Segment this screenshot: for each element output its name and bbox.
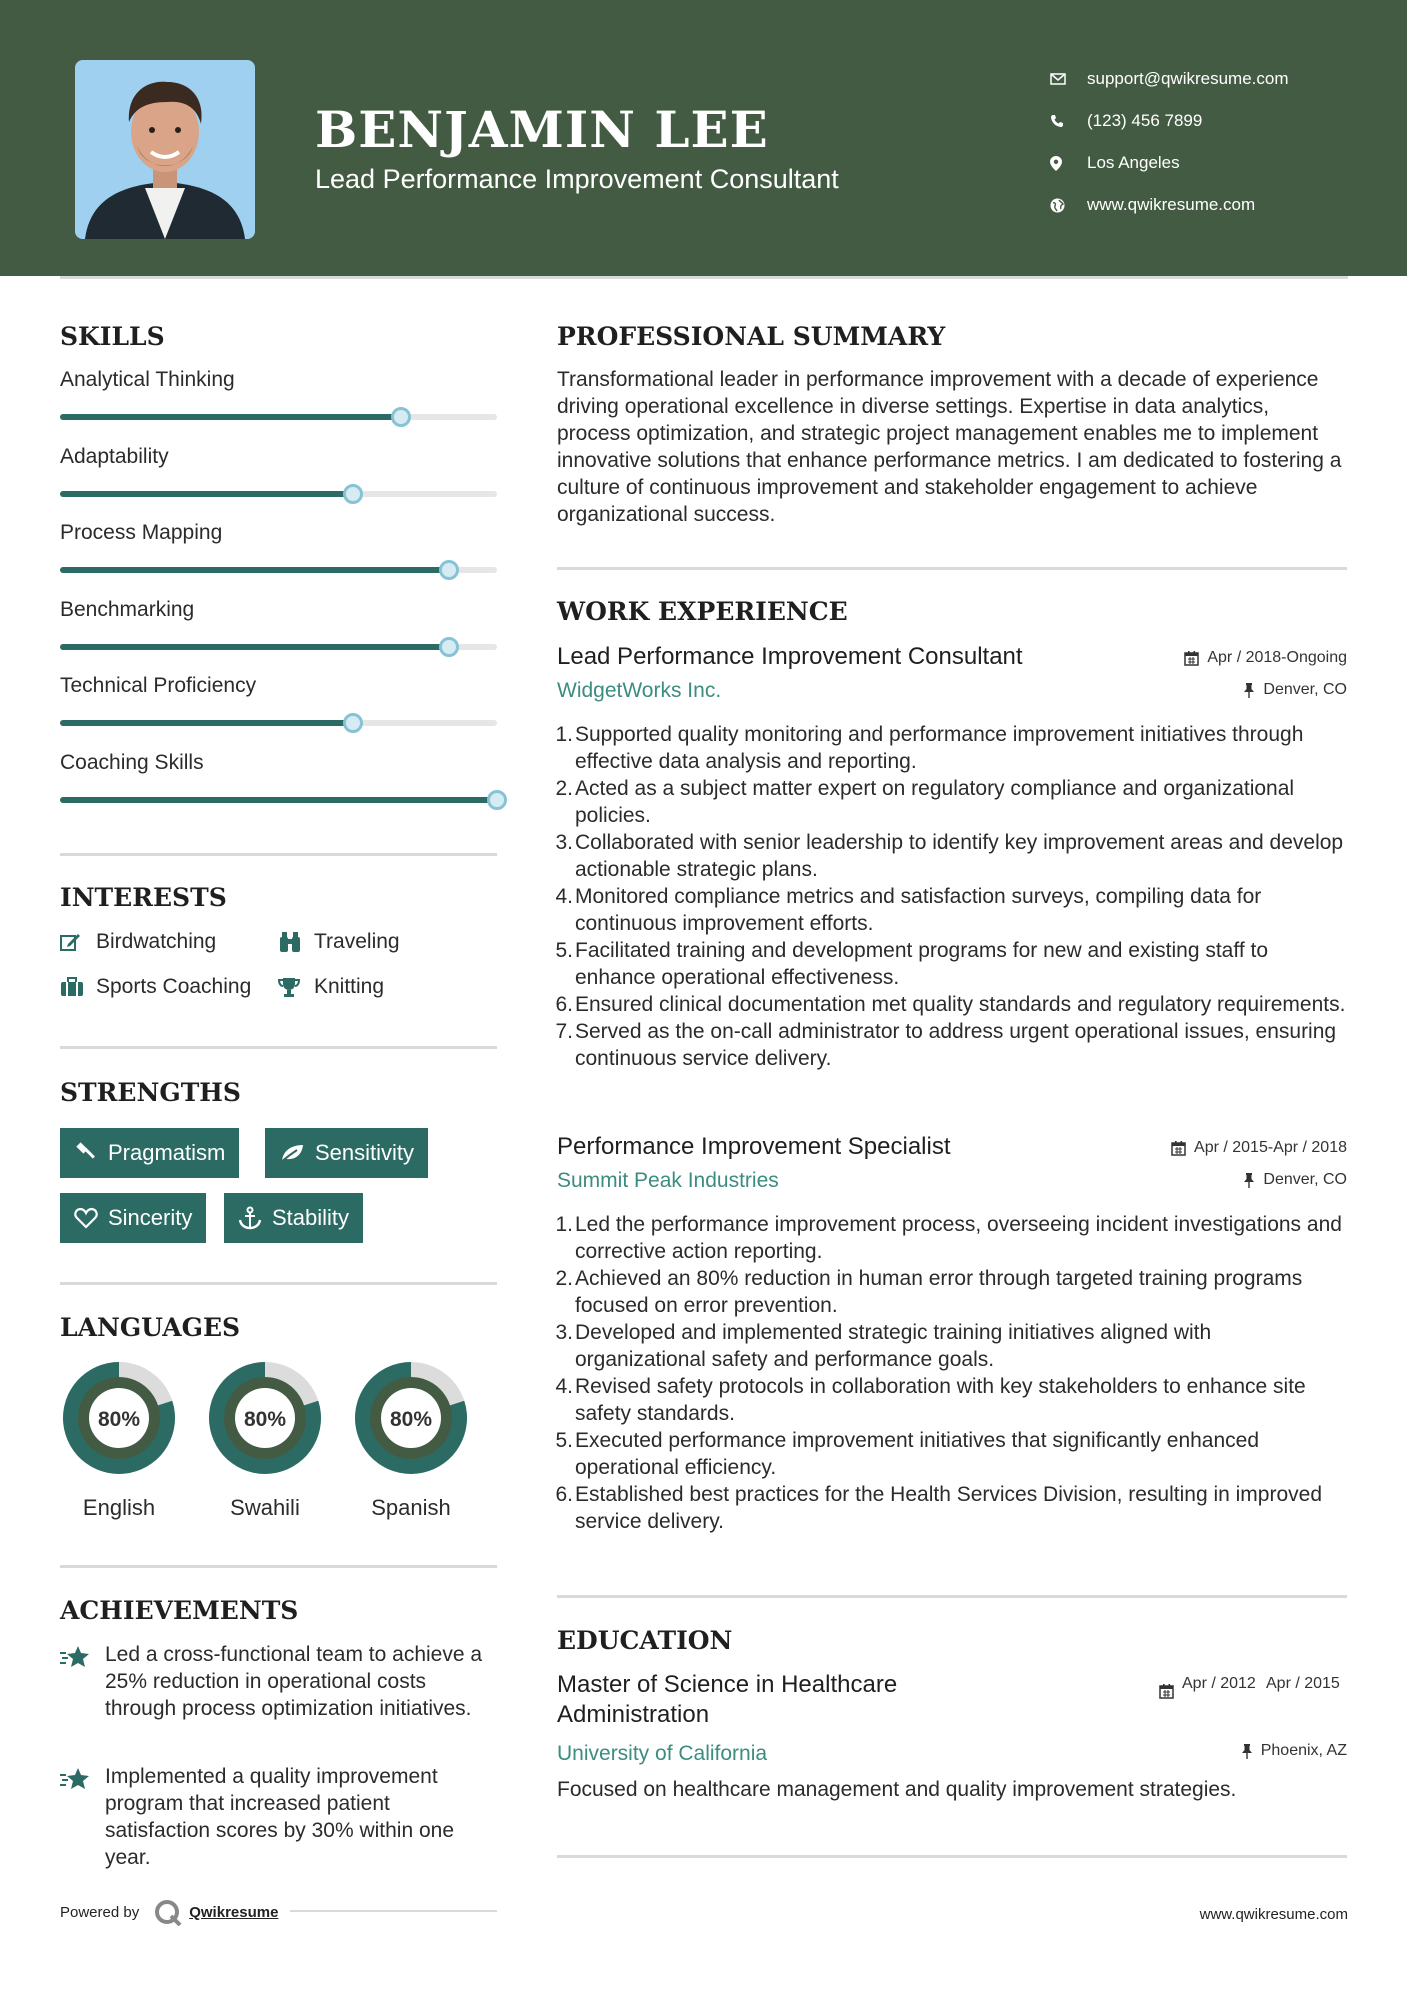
- candidate-title: Lead Performance Improvement Consultant: [315, 164, 839, 194]
- language-item: [203, 1356, 327, 1521]
- section-divider: [557, 1855, 1347, 1858]
- section-divider: [60, 853, 497, 856]
- job-entry: [557, 643, 1347, 1103]
- strength-tag: [60, 1128, 239, 1178]
- heart-icon: [74, 1207, 98, 1229]
- interest-item: [278, 975, 384, 999]
- language-name: English: [82, 1495, 156, 1520]
- contact-location-text: Los Angeles: [1087, 153, 1180, 172]
- interest-item: [60, 930, 216, 954]
- skill-bar-knob: [343, 484, 363, 504]
- footer-powered-by: [60, 1898, 278, 1926]
- language-name: Spanish: [371, 1495, 451, 1520]
- language-item: [57, 1356, 181, 1521]
- skill-bar: [60, 414, 497, 420]
- job-bullet: 1. Led the performance improvement process, overseeing incident investigations and corrective action reporting.: [555, 1213, 1342, 1263]
- star-icon: [60, 1641, 105, 1722]
- job-location: [1243, 681, 1347, 699]
- powered-by-text: Powered by: [60, 1903, 140, 1921]
- job-bullet: 6. Established best practices for the Health Services Division, resulting in improved service delivery.: [555, 1483, 1323, 1533]
- contact-website[interactable]: [1050, 184, 1289, 226]
- job-bullet: 2. Acted as a subject matter expert on regulatory compliance and organizational policies.: [555, 777, 1295, 827]
- pushpin-icon: [1243, 1173, 1255, 1188]
- strength-tag: [60, 1193, 206, 1243]
- job-bullets: [557, 1211, 1347, 1535]
- job-location-text: Denver, CO: [1263, 681, 1347, 698]
- calendar-icon: [1184, 651, 1199, 666]
- language-ring: [57, 1356, 181, 1480]
- languages-title: LANGUAGES: [60, 1313, 241, 1342]
- summary-title: PROFESSIONAL SUMMARY: [557, 322, 946, 351]
- interests-title: INTERESTS: [60, 883, 227, 912]
- edu-date-end: Apr / 2015: [1266, 1675, 1340, 1692]
- job-bullet: 7. Served as the on-call administrator to address urgent operational issues, ensuring continuous service delivery.: [555, 1020, 1337, 1070]
- skill-name: Process Mapping: [60, 521, 223, 544]
- contact-email[interactable]: [1050, 58, 1289, 100]
- skill-bar: [60, 720, 497, 726]
- skill-name: Coaching Skills: [60, 751, 204, 774]
- edu-location: [1241, 1742, 1347, 1760]
- skill-bar-fill: [60, 491, 353, 497]
- header-divider: [60, 276, 1348, 279]
- achievement-item: [60, 1641, 500, 1722]
- job-date: [1171, 1139, 1347, 1157]
- calendar-icon: [1171, 1141, 1186, 1156]
- interest-label: Knitting: [314, 975, 385, 998]
- contact-location: [1050, 142, 1289, 184]
- skill-bar-knob: [439, 560, 459, 580]
- skill-name: Technical Proficiency: [60, 674, 257, 697]
- language-percent: 80%: [97, 1408, 141, 1431]
- work-title: WORK EXPERIENCE: [557, 597, 848, 626]
- strength-label: Sensitivity: [315, 1140, 415, 1165]
- job-bullet: 1. Supported quality monitoring and performance improvement initiatives through effective data analysis and reporting.: [555, 723, 1304, 773]
- skill-item: [60, 598, 500, 622]
- globe-icon: [1050, 198, 1087, 213]
- edu-description: Focused on healthcare management and quality improvement strategies.: [557, 1778, 1237, 1801]
- achievement-text: Implemented a quality improvement program that increased patient satisfaction scores by 30% within one year.: [105, 1765, 455, 1869]
- phone-icon: [1050, 114, 1087, 128]
- skill-bar: [60, 797, 497, 803]
- skill-item: [60, 674, 500, 698]
- language-item: [349, 1356, 473, 1521]
- language-ring: [349, 1356, 473, 1480]
- interest-label: Traveling: [314, 930, 400, 953]
- footer-website[interactable]: www.qwikresume.com: [1199, 1906, 1348, 1923]
- skill-bar-fill: [60, 644, 449, 650]
- skills-title: SKILLS: [60, 322, 165, 351]
- gavel-icon: [74, 1142, 98, 1164]
- language-percent: 80%: [389, 1408, 433, 1431]
- contact-website-text: www.qwikresume.com: [1087, 195, 1256, 214]
- skill-bar-knob: [343, 713, 363, 733]
- section-divider: [60, 1282, 497, 1285]
- achievements-title: ACHIEVEMENTS: [60, 1596, 299, 1625]
- briefcase-icon: [60, 977, 96, 997]
- job-bullet: 3. Developed and implemented strategic training initiatives aligned with organizational safety and performance goals.: [555, 1321, 1212, 1371]
- binoculars-icon: [278, 931, 314, 953]
- skill-bar-knob: [391, 407, 411, 427]
- contact-phone-text: (123) 456 7899: [1087, 111, 1203, 130]
- edu-date: [1159, 1674, 1350, 1704]
- skill-item: [60, 751, 500, 775]
- candidate-name: BENJAMIN LEE: [315, 100, 769, 159]
- strength-label: Stability: [272, 1205, 350, 1230]
- section-divider: [557, 567, 1347, 570]
- job-bullet: 6. Ensured clinical documentation met quality standards and regulatory requirements.: [555, 993, 1346, 1016]
- contact-email-text: support@qwikresume.com: [1087, 69, 1289, 88]
- edu-degree: Master of Science in Healthcare Administration: [557, 1671, 898, 1728]
- profile-photo: [75, 60, 255, 239]
- job-date-text: Apr / 2015-Apr / 2018: [1194, 1139, 1347, 1156]
- skill-bar-fill: [60, 567, 449, 573]
- job-entry: [557, 1133, 1347, 1553]
- footer-divider: [290, 1910, 497, 1912]
- skill-name: Benchmarking: [60, 598, 195, 621]
- leaf-icon: [279, 1143, 305, 1163]
- skill-bar-fill: [60, 414, 401, 420]
- skill-bar-knob: [439, 637, 459, 657]
- calendar-icon: [1159, 1684, 1174, 1704]
- envelope-icon: [1050, 73, 1087, 85]
- job-bullet: 4. Monitored compliance metrics and satisfaction surveys, compiling data for continuous improvement efforts.: [555, 885, 1262, 935]
- job-bullet: 3. Collaborated with senior leadership to identify key improvement areas and develop actionable strategic plans.: [555, 831, 1344, 881]
- section-divider: [557, 1595, 1347, 1598]
- skill-bar-fill: [60, 797, 497, 803]
- job-company: WidgetWorks Inc.: [557, 679, 722, 702]
- job-bullets: [557, 721, 1347, 1072]
- star-icon: [60, 1763, 105, 1871]
- skill-item: [60, 521, 500, 545]
- job-location-text: Denver, CO: [1263, 1171, 1347, 1188]
- trophy-icon: [278, 976, 314, 998]
- interest-label: Sports Coaching: [96, 975, 252, 998]
- strength-label: Sincerity: [108, 1205, 193, 1230]
- skill-bar: [60, 491, 497, 497]
- strength-tag: [224, 1193, 363, 1243]
- job-date-text: Apr / 2018-Ongoing: [1207, 649, 1347, 666]
- strength-tag: [265, 1128, 428, 1178]
- section-divider: [60, 1046, 497, 1049]
- job-location: [1243, 1171, 1347, 1189]
- language-percent: 80%: [243, 1408, 287, 1431]
- map-pin-icon: [1050, 156, 1087, 171]
- job-bullet: 5. Facilitated training and development programs for new and existing staff to enhance operational effectiveness.: [555, 939, 1268, 989]
- achievement-item: [60, 1763, 500, 1871]
- skill-bar: [60, 567, 497, 573]
- edu-location-text: Phoenix, AZ: [1260, 1742, 1347, 1759]
- edu-school: University of California: [557, 1742, 768, 1765]
- skill-name: Analytical Thinking: [60, 368, 235, 391]
- job-role: Lead Performance Improvement Consultant: [557, 643, 1023, 670]
- job-company: Summit Peak Industries: [557, 1169, 779, 1192]
- language-name: Swahili: [230, 1495, 300, 1520]
- education-title: EDUCATION: [557, 1626, 733, 1655]
- job-bullet: 5. Executed performance improvement initiatives that significantly enhanced operational efficiency.: [555, 1429, 1260, 1479]
- interest-label: Birdwatching: [96, 930, 217, 953]
- skill-bar: [60, 644, 497, 650]
- strength-label: Pragmatism: [108, 1140, 226, 1165]
- job-date: [1184, 649, 1347, 667]
- contact-phone[interactable]: [1050, 100, 1289, 142]
- skill-item: [60, 445, 500, 469]
- pencil-square-icon: [60, 932, 96, 952]
- anchor-icon: [238, 1206, 262, 1230]
- language-ring: [203, 1356, 327, 1480]
- contact-list: [1050, 58, 1289, 226]
- achievement-text: Led a cross-functional team to achieve a 25% reduction in operational costs through process optimization initiatives.: [105, 1643, 483, 1720]
- job-bullet: 4. Revised safety protocols in collaboration with key stakeholders to enhance site safety standards.: [555, 1375, 1306, 1425]
- skill-name: Adaptability: [60, 445, 169, 468]
- resume-header: [0, 0, 1407, 276]
- skill-bar-fill: [60, 720, 353, 726]
- pushpin-icon: [1243, 683, 1255, 698]
- skill-bar-knob: [487, 790, 507, 810]
- interest-item: [278, 930, 400, 954]
- section-divider: [60, 1565, 497, 1568]
- strengths-title: STRENGTHS: [60, 1078, 241, 1107]
- interest-item: [60, 975, 251, 999]
- summary-text: Transformational leader in performance improvement with a decade of experience driving operational excellence in diverse settings. Expertise in data analytics, process optimization, and strategic project management enables me to implement innovative solutions that enhance performance metrics. I am dedicated to fostering a culture of continuous improvement and stakeholder engagement to achieve organizational success.: [557, 368, 1342, 526]
- job-bullet: 2. Achieved an 80% reduction in human error through targeted training programs focused on error prevention.: [555, 1267, 1303, 1317]
- skill-item: [60, 368, 500, 392]
- footer-brand-link[interactable]: Qwikresume: [189, 1903, 279, 1921]
- qwikresume-logo-icon: [153, 1898, 183, 1926]
- edu-date-start: Apr / 2012: [1182, 1675, 1256, 1692]
- pushpin-icon: [1241, 1744, 1253, 1759]
- job-role: Performance Improvement Specialist: [557, 1133, 951, 1160]
